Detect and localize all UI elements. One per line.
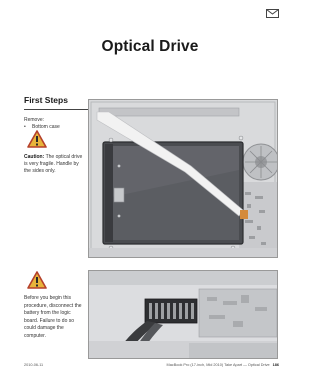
- battery-note-text: Before you begin this procedure, disconnect the battery from the logic board. Failure to do so could damage the computer.: [24, 295, 82, 339]
- warning-icon: [27, 271, 47, 289]
- battery-connector-photo: [88, 270, 278, 359]
- bullet: •: [24, 124, 26, 130]
- footer-doc-title: MacBook Pro (17-inch, Mid 2010) Take Apart — Optical Drive: [166, 363, 270, 367]
- page-number: 186: [272, 363, 279, 367]
- mail-icon[interactable]: [266, 9, 279, 18]
- optical-drive-photo: [88, 99, 278, 258]
- footer-doc-info: [167, 363, 279, 367]
- remove-label: Remove:: [24, 117, 45, 123]
- footer-date: 2010-06-11: [24, 363, 44, 367]
- warning-icon: [27, 130, 47, 148]
- remove-item-text: Bottom case: [32, 124, 60, 130]
- section-title: First Steps: [24, 95, 68, 105]
- caution-text: [24, 154, 84, 175]
- page-title: Optical Drive: [101, 38, 199, 55]
- caution-label: Caution:: [24, 154, 45, 160]
- caution-body: The optical drive is very fragile. Handle by the sides only.: [24, 154, 83, 174]
